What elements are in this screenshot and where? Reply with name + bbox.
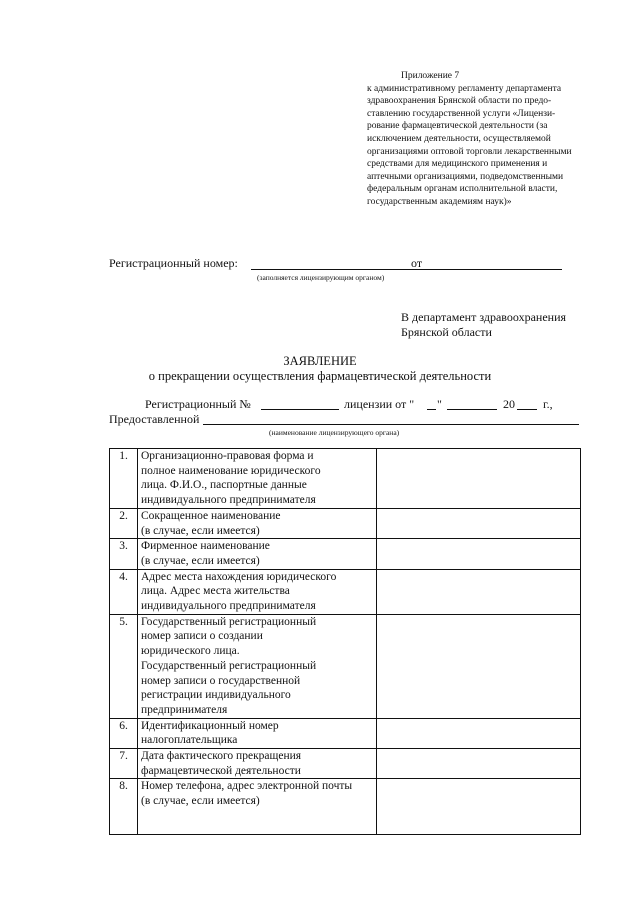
row-label-line: (в случае, если имеется) (141, 795, 260, 808)
row-label (138, 779, 377, 835)
document-subtitle: о прекращении осуществления фармацевтической деятельности (148, 369, 492, 383)
appendix-line: рование фармацевтической деятельности (за (367, 121, 548, 132)
registration-row (109, 256, 579, 290)
appendix-line: федеральным органам исполнительной власти, (367, 184, 558, 195)
row-label-line: номер записи о государственной (141, 674, 301, 687)
row-label-line: Государственный регистрационный (141, 659, 317, 672)
license-year-prefix: 20 (503, 397, 515, 411)
row-label (138, 539, 377, 569)
appendix-line: средствами для медицинского применения и (367, 159, 548, 170)
recipient-block (401, 310, 566, 340)
row-label-line: налогоплательщика (141, 734, 238, 747)
row-value-field[interactable] (377, 508, 581, 538)
row-label-line: лица. Адрес места жительства (141, 585, 290, 598)
row-label-line: Идентификационный номер (141, 719, 279, 732)
table-row (110, 449, 581, 509)
table-row (110, 614, 581, 718)
row-label-line: Адрес места нахождения юридического (141, 570, 337, 583)
appendix-line: к административному регламенту департамента (367, 83, 562, 94)
row-number: 2. (110, 508, 138, 538)
row-label-line: индивидуального предпринимателя (141, 494, 316, 507)
table-row (110, 508, 581, 538)
row-number: 4. (110, 569, 138, 614)
appendix-block (367, 70, 622, 209)
license-year-suffix: г., (543, 397, 553, 411)
row-label-line: (в случае, если имеется) (141, 554, 260, 567)
row-label (138, 569, 377, 614)
row-value-field[interactable] (377, 539, 581, 569)
license-date-label: лицензии от " (344, 397, 415, 411)
row-value-field[interactable] (377, 449, 581, 509)
row-label-line: Дата фактического прекращения (141, 750, 302, 763)
row-label-line: номер записи о создании (141, 630, 263, 643)
appendix-line: аптечными организациями, подведомственными (367, 171, 564, 182)
row-number: 7. (110, 749, 138, 779)
document-title: ЗАЯВЛЕНИЕ (283, 354, 357, 368)
row-number: 8. (110, 779, 138, 835)
registration-date-field[interactable] (429, 269, 562, 270)
row-value-field[interactable] (377, 718, 581, 748)
row-label-line: индивидуального предпринимателя (141, 600, 316, 613)
row-label-line: фармацевтической деятельности (141, 764, 301, 777)
row-label-line: Номер телефона, адрес электронной почты (141, 780, 353, 793)
row-label-line: (в случае, если имеется) (141, 524, 260, 537)
license-block (109, 397, 581, 445)
row-value-field[interactable] (377, 749, 581, 779)
row-number: 6. (110, 718, 138, 748)
license-year-field[interactable] (517, 397, 537, 410)
appendix-line: ставлению государственной услуги «Лицензи- (367, 108, 556, 119)
row-label-line: Фирменное наименование (141, 540, 270, 553)
row-label (138, 614, 377, 718)
row-label (138, 508, 377, 538)
license-provided-label: Предоставленной (109, 412, 200, 426)
table-row (110, 779, 581, 835)
license-day-field[interactable] (427, 397, 436, 410)
row-value-field[interactable] (377, 569, 581, 614)
recipient-line: Брянской области (401, 325, 492, 339)
license-reg-number-field[interactable] (261, 397, 339, 410)
license-provided-field[interactable] (203, 412, 579, 425)
appendix-line: государственным академиям наук)» (367, 196, 512, 207)
table-row (110, 569, 581, 614)
row-label-line: Организационно-правовая форма и (141, 450, 314, 462)
appendix-line: организациями оптовой торговли лекарственными (367, 146, 572, 157)
row-label-line: юридического лица. (141, 645, 240, 658)
recipient-line: В департамент здравоохранения (401, 310, 567, 324)
row-label-line: регистрации индивидуального (141, 689, 291, 702)
table-row (110, 539, 581, 569)
row-label-line: Сокращенное наименование (141, 509, 281, 522)
row-label-line: полное наименование юридического (141, 464, 321, 477)
license-reg-label: Регистрационный № (145, 397, 251, 411)
appendix-line: исключением деятельности, осуществляемой (367, 133, 551, 144)
license-quote-close: " (437, 397, 442, 411)
registration-label: Регистрационный номер: (109, 256, 238, 270)
row-number: 3. (110, 539, 138, 569)
row-label (138, 749, 377, 779)
license-month-field[interactable] (447, 397, 497, 410)
registration-note: (заполняется лицензирующим органом) (257, 273, 385, 282)
row-label-line: Государственный регистрационный (141, 615, 317, 628)
row-value-field[interactable] (377, 614, 581, 718)
appendix-line: здравоохранения Брянской области по предо- (367, 96, 552, 107)
row-label (138, 718, 377, 748)
registration-from-label: от (411, 256, 423, 270)
license-provided-note: (наименование лицензирующего органа) (269, 428, 400, 437)
row-number: 1. (110, 449, 138, 509)
application-table (109, 448, 581, 835)
table-row (110, 718, 581, 748)
appendix-heading: Приложение 7 (401, 71, 460, 81)
table-row (110, 749, 581, 779)
row-label (138, 449, 377, 509)
row-label-line: лица. Ф.И.О., паспортные данные (141, 479, 307, 492)
row-number: 5. (110, 614, 138, 718)
row-label-line: предпринимателя (141, 703, 228, 716)
row-value-field[interactable] (377, 779, 581, 835)
